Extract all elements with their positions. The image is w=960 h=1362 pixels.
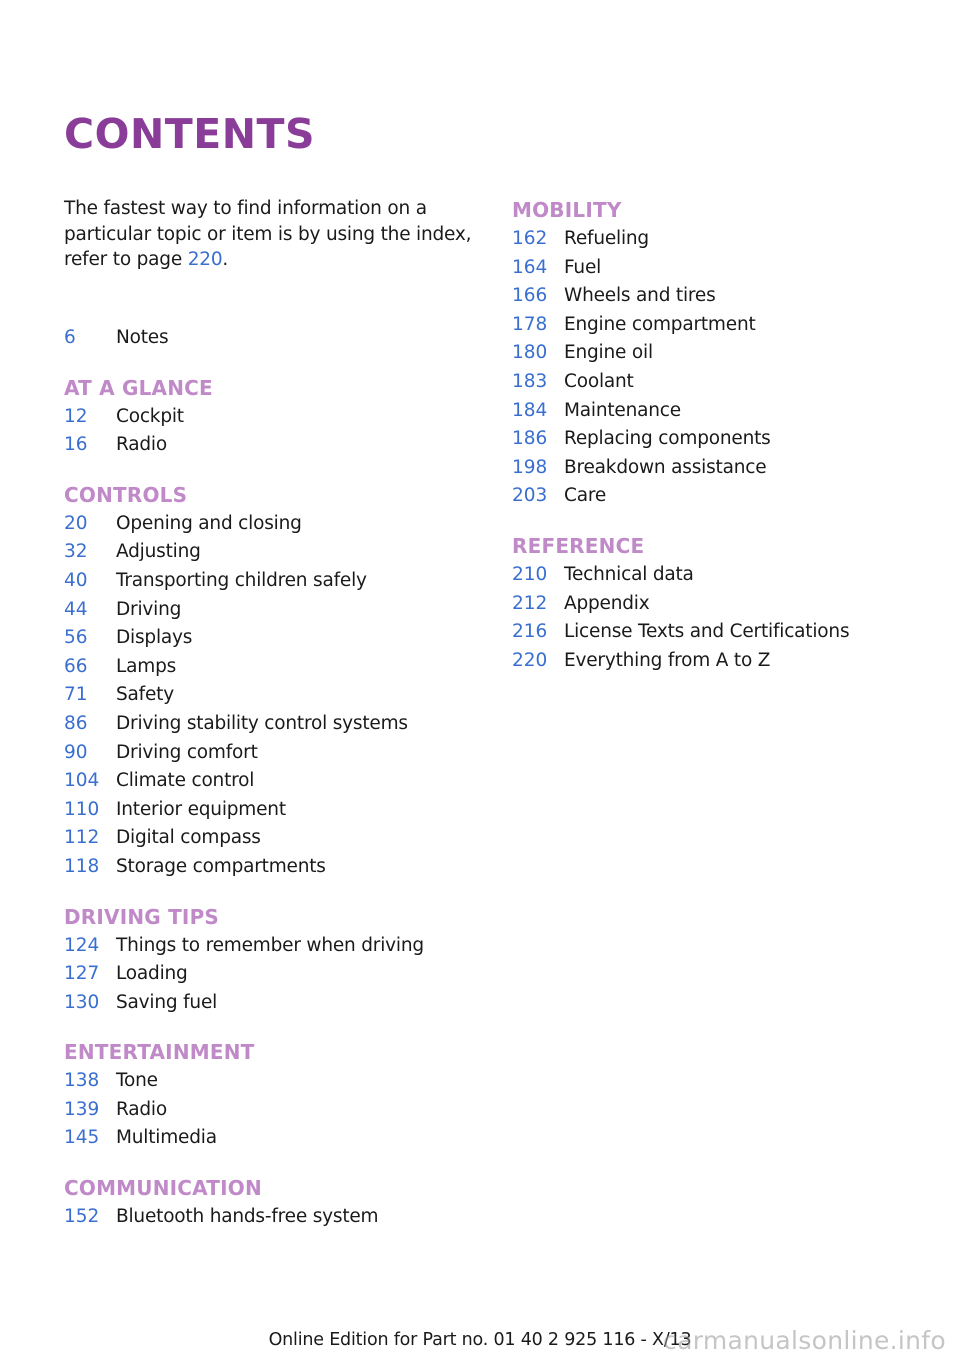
toc-entry[interactable] — [64, 739, 494, 768]
toc-page-number[interactable]: 110 — [64, 798, 100, 820]
toc-page-number[interactable]: 90 — [64, 741, 88, 763]
toc-entry-label: Notes — [116, 327, 169, 348]
toc-entry-label: Fuel — [564, 256, 602, 278]
toc-section — [64, 481, 494, 882]
toc-section — [512, 196, 952, 511]
page-title: CONTENTS — [64, 110, 316, 158]
toc-entry[interactable] — [64, 989, 494, 1018]
footer-edition: Online Edition for Part no. 01 40 2 925 116 - X/13 — [268, 1330, 692, 1350]
section-heading: MOBILITY — [512, 198, 622, 222]
toc-entry[interactable] — [512, 282, 952, 311]
toc-entry[interactable] — [64, 1067, 494, 1096]
toc-page-number[interactable]: 210 — [512, 563, 548, 585]
toc-page-number[interactable]: 112 — [64, 827, 100, 849]
toc-entry-label: Lamps — [116, 655, 177, 677]
section-heading: CONTROLS — [64, 482, 188, 507]
toc-page-number[interactable]: 186 — [512, 428, 548, 450]
section-heading: COMMUNICATION — [64, 1176, 262, 1201]
toc-entry-label: Opening and closing — [116, 512, 302, 534]
toc-page-number[interactable]: 183 — [512, 370, 548, 392]
toc-entry-label: Driving — [116, 598, 182, 620]
toc-page-number[interactable]: 138 — [64, 1070, 100, 1092]
toc-page-number[interactable]: 166 — [512, 285, 548, 307]
toc-entry-label: License Texts and Certifications — [564, 621, 850, 643]
toc-entry-label: Wheels and tires — [564, 285, 716, 307]
toc-page-number[interactable]: 32 — [64, 541, 88, 563]
toc-entry-label: Bluetooth hands-free system — [116, 1206, 379, 1228]
watermark: carmanualsonline.info — [663, 1326, 946, 1355]
toc-entry[interactable] — [64, 824, 494, 853]
toc-entry[interactable] — [64, 624, 494, 653]
toc-entry[interactable] — [64, 710, 494, 739]
intro-text: The fastest way to find information on a particular topic or item is by using the index, refer to page — [64, 198, 472, 270]
toc-section — [64, 1174, 494, 1232]
toc-page-number[interactable]: 16 — [64, 434, 88, 456]
intro-paragraph — [64, 196, 484, 273]
toc-entry-label: Displays — [116, 627, 193, 649]
toc-entry[interactable] — [64, 538, 494, 567]
toc-entry[interactable] — [512, 482, 952, 511]
toc-entry-label: Engine compartment — [564, 313, 756, 335]
toc-page-number[interactable]: 203 — [512, 485, 548, 507]
toc-entry[interactable] — [64, 324, 494, 353]
toc-entry[interactable] — [512, 454, 952, 483]
toc-entry-label: Replacing components — [564, 428, 771, 450]
toc-section — [64, 324, 494, 353]
toc-entry[interactable] — [64, 1096, 494, 1125]
toc-entry[interactable] — [64, 767, 494, 796]
toc-page-number[interactable]: 178 — [512, 313, 548, 335]
toc-page-number[interactable]: 212 — [512, 592, 548, 614]
toc-page-number[interactable]: 12 — [64, 405, 88, 427]
toc-entry[interactable] — [512, 397, 952, 426]
section-heading: AT A GLANCE — [64, 375, 213, 400]
toc-entry[interactable] — [512, 254, 952, 283]
toc-entry[interactable] — [64, 1124, 494, 1153]
toc-entry[interactable] — [512, 339, 952, 368]
toc-entry[interactable] — [512, 590, 952, 619]
toc-entry-label: Everything from A to Z — [564, 649, 771, 671]
toc-entry-label: Appendix — [564, 592, 650, 614]
toc-entry-label: Care — [564, 485, 607, 507]
toc-entry-label: Technical data — [564, 563, 694, 585]
toc-section — [64, 903, 494, 1018]
toc-entry-label: Safety — [116, 684, 174, 706]
toc-page-number[interactable]: 162 — [512, 228, 548, 249]
toc-entry-label: Digital compass — [116, 827, 261, 849]
toc-entry[interactable] — [512, 311, 952, 340]
toc-entry[interactable] — [64, 681, 494, 710]
toc-entry-label: Interior equipment — [116, 798, 286, 820]
toc-entry[interactable] — [64, 932, 494, 961]
toc-page-number[interactable]: 66 — [64, 655, 88, 677]
toc-entry-label: Adjusting — [116, 541, 201, 563]
toc-page-number[interactable]: 118 — [64, 855, 100, 877]
toc-entry[interactable] — [64, 853, 494, 882]
toc-entry[interactable] — [512, 618, 952, 647]
toc-entry[interactable] — [512, 225, 952, 254]
toc-page-number[interactable]: 124 — [64, 934, 100, 956]
toc-page-number[interactable]: 40 — [64, 569, 88, 591]
intro-end: . — [222, 249, 229, 270]
toc-section — [64, 1038, 494, 1153]
toc-entry-label: Maintenance — [564, 399, 681, 421]
toc-entry-label: Driving stability control systems — [116, 712, 408, 734]
toc-entry-label: Multimedia — [116, 1127, 217, 1149]
toc-entry[interactable] — [64, 653, 494, 682]
toc-entry-label: Radio — [116, 1098, 167, 1120]
toc-entry-label: Cockpit — [116, 405, 184, 427]
toc-entry-label: Breakdown assistance — [564, 456, 767, 478]
toc-entry-label: Loading — [116, 963, 188, 985]
toc-section — [512, 532, 952, 675]
toc-entry[interactable] — [64, 796, 494, 825]
toc-entry-label: Transporting children safely — [116, 569, 367, 591]
toc-entry-label: Tone — [116, 1070, 158, 1092]
toc-page-number[interactable]: 184 — [512, 399, 548, 421]
toc-entry[interactable] — [512, 425, 952, 454]
index-page-link[interactable]: 220 — [187, 249, 223, 270]
toc-page-number[interactable]: 44 — [64, 598, 88, 620]
toc-section — [64, 374, 494, 460]
toc-page-number[interactable]: 20 — [64, 512, 88, 534]
toc-page-number[interactable]: 127 — [64, 963, 100, 985]
toc-entry[interactable] — [64, 596, 494, 625]
toc-entry[interactable] — [64, 1203, 494, 1232]
toc-page-number[interactable]: 104 — [64, 770, 100, 792]
toc-page-number[interactable]: 180 — [512, 342, 548, 364]
toc-entry-label: Refueling — [564, 228, 649, 249]
contents-left-column — [64, 324, 494, 1253]
toc-page-number[interactable]: 86 — [64, 712, 88, 734]
section-heading: DRIVING TIPS — [64, 904, 220, 929]
toc-page-number[interactable]: 130 — [64, 991, 100, 1013]
toc-entry-label: Saving fuel — [116, 991, 218, 1013]
toc-entry-label: Engine oil — [564, 342, 653, 364]
toc-entry-label: Climate control — [116, 770, 255, 792]
toc-page-number[interactable]: 56 — [64, 627, 88, 649]
toc-entry[interactable] — [512, 647, 952, 676]
toc-entry[interactable] — [64, 960, 494, 989]
toc-entry-label: Radio — [116, 434, 167, 456]
toc-page-number[interactable]: 145 — [64, 1127, 100, 1149]
toc-entry[interactable] — [64, 403, 494, 432]
toc-entry-label: Storage compartments — [116, 855, 326, 877]
toc-page-number[interactable]: 6 — [64, 327, 76, 348]
toc-entry-label: Things to remember when driving — [116, 934, 424, 956]
section-heading: REFERENCE — [512, 533, 645, 558]
toc-entry[interactable] — [64, 567, 494, 596]
toc-page-number[interactable]: 220 — [512, 649, 548, 671]
toc-entry[interactable] — [64, 431, 494, 460]
toc-page-number[interactable]: 198 — [512, 456, 548, 478]
toc-entry[interactable] — [512, 368, 952, 397]
toc-entry-label: Coolant — [564, 370, 634, 392]
contents-right-column — [512, 196, 952, 696]
toc-page-number[interactable]: 139 — [64, 1098, 100, 1120]
toc-page-number[interactable]: 152 — [64, 1206, 100, 1228]
toc-page-number[interactable]: 164 — [512, 256, 548, 278]
section-heading: ENTERTAINMENT — [64, 1040, 255, 1065]
toc-page-number[interactable]: 216 — [512, 621, 548, 643]
toc-entry[interactable] — [512, 561, 952, 590]
toc-page-number[interactable]: 71 — [64, 684, 88, 706]
toc-entry-label: Driving comfort — [116, 741, 258, 763]
toc-entry[interactable] — [64, 510, 494, 539]
